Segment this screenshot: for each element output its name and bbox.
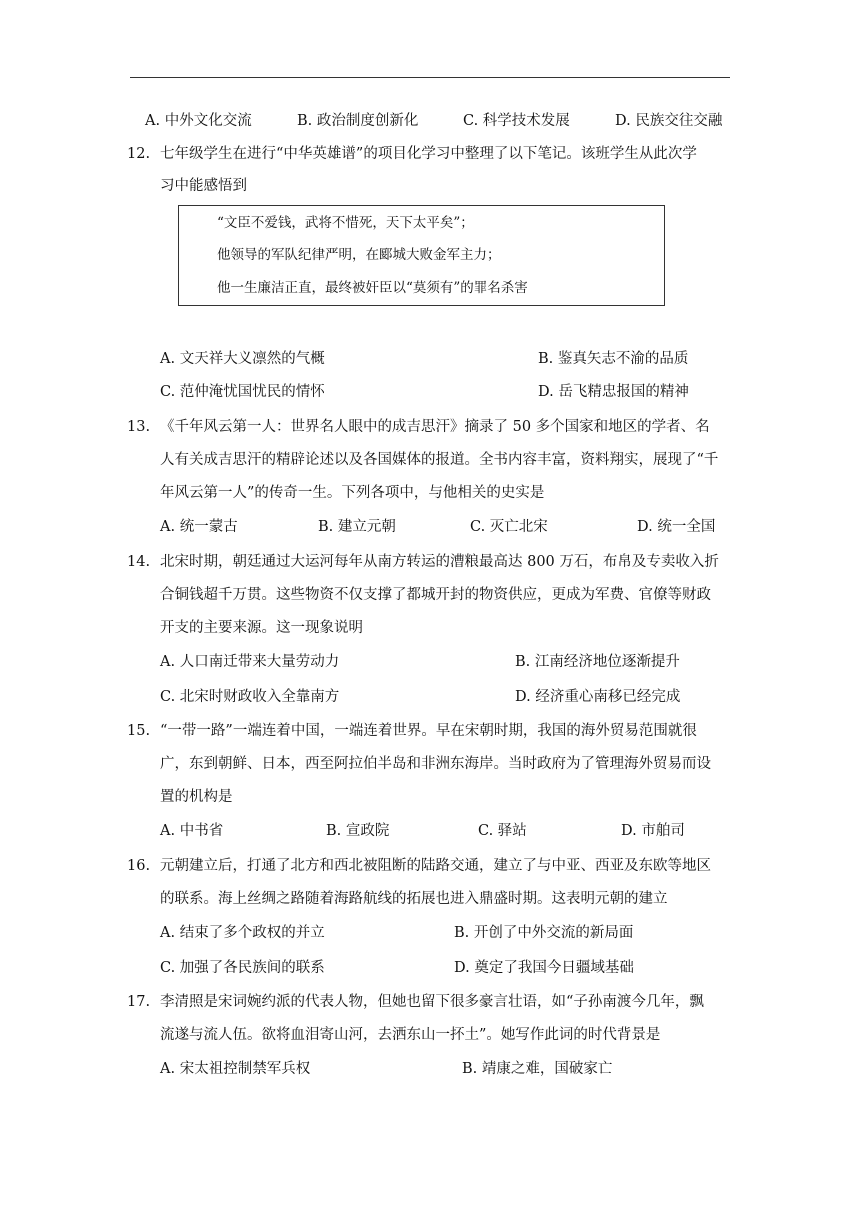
q14-option-c[interactable]: C. 北宋时财政收入全靠南方 [160,689,340,705]
q15-text-line: 置的机构是 [160,789,233,805]
q14-text-line: 北宋时期，朝廷通过大运河每年从南方转运的漕粮最高达 800 万石，布帛及专卖收入折 [160,554,719,570]
q13-text-line: 《千年风云第一人：世界名人眼中的成吉思汗》摘录了 50 多个国家和地区的学者、名 [160,419,710,435]
q15-option-c[interactable]: C. 驿站 [478,823,527,839]
q11-option-d[interactable]: D. 民族交往交融 [615,113,723,129]
q15-number: 15. [127,723,151,739]
q13-option-a[interactable]: A. 统一蒙古 [160,519,238,535]
q13-number: 13. [127,419,151,435]
q13-option-c[interactable]: C. 灭亡北宋 [470,519,548,535]
q13-text-line: 人有关成吉思汗的精辟论述以及各国媒体的报道。全书内容丰富，资料翔实，展现了“千 [160,452,719,468]
q16-option-d[interactable]: D. 奠定了我国今日疆域基础 [454,960,634,976]
q12-note-line: 他领导的军队纪律严明，在郾城大败金军主力； [217,247,501,263]
q15-option-b[interactable]: B. 宣政院 [326,823,390,839]
q16-number: 16. [127,858,151,874]
q14-option-a[interactable]: A. 人口南迁带来大量劳动力 [160,654,340,670]
q12-option-a[interactable]: A. 文天祥大义凛然的气概 [160,351,325,367]
q12-option-b[interactable]: B. 鉴真矢志不渝的品质 [538,351,689,367]
q12-notes-box [178,205,665,306]
q13-option-b[interactable]: B. 建立元朝 [318,519,396,535]
q13-option-d[interactable]: D. 统一全国 [637,519,716,535]
q15-option-d[interactable]: D. 市舶司 [621,823,685,839]
q14-options-row-1 [160,651,730,673]
q12-number: 12. [127,146,151,162]
header-rule [130,77,730,78]
q17-text-line: 流遂与流人伍。欲将血泪寄山河，去洒东山一抔土”。她写作此词的时代背景是 [160,1027,661,1043]
q15-text-line: “一带一路”一端连着中国，一端连着世界。早在宋朝时期，我国的海外贸易范围就很 [160,723,697,739]
q12-text-line: 七年级学生在进行“中华英雄谱”的项目化学习中整理了以下笔记。该班学生从此次学 [160,146,697,162]
q15-option-a[interactable]: A. 中书省 [160,823,224,839]
q12-text-line: 习中能感悟到 [160,178,247,194]
q16-option-b[interactable]: B. 开创了中外交流的新局面 [454,925,634,941]
q12-note-line: 他一生廉洁正直，最终被奸臣以“莫须有”的罪名杀害 [217,280,528,296]
q14-option-d[interactable]: D. 经济重心南移已经完成 [515,689,681,705]
q11-options [145,110,730,132]
q17-option-b[interactable]: B. 靖康之难，国破家亡 [462,1061,613,1077]
q15-options [160,820,730,842]
q14-text-line: 开支的主要来源。这一现象说明 [160,620,363,636]
q14-options-row-2 [160,686,730,708]
q13-text-line: 年风云第一人”的传奇一生。下列各项中，与他相关的史实是 [160,485,545,501]
q14-text-line: 合铜钱超千万贯。这些物资不仅支撑了都城开封的物资供应，更成为军费、官僚等财政 [160,587,711,603]
q13-options [160,516,730,538]
q12-option-c[interactable]: C. 范仲淹忧国忧民的情怀 [160,384,325,400]
q14-number: 14. [127,554,151,570]
q17-options [160,1058,730,1080]
q14-option-b[interactable]: B. 江南经济地位逐渐提升 [515,654,680,670]
q16-options-row-1 [160,922,730,944]
q12-options-row-2 [160,381,730,403]
q11-option-b[interactable]: B. 政治制度创新化 [297,113,419,129]
q11-option-c[interactable]: C. 科学技术发展 [463,113,570,129]
q16-option-a[interactable]: A. 结束了多个政权的并立 [160,925,325,941]
q16-option-c[interactable]: C. 加强了各民族间的联系 [160,960,325,976]
q12-option-d[interactable]: D. 岳飞精忠报国的精神 [538,384,689,400]
q16-text-line: 元朝建立后，打通了北方和西北被阻断的陆路交通，建立了与中亚、西亚及东欧等地区 [160,858,711,874]
q11-option-a[interactable]: A. 中外文化交流 [145,113,252,129]
q17-option-a[interactable]: A. 宋太祖控制禁军兵权 [160,1061,311,1077]
q15-text-line: 广，东到朝鲜、日本，西至阿拉伯半岛和非洲东海岸。当时政府为了管理海外贸易而设 [160,756,711,772]
q17-number: 17. [127,994,151,1010]
q16-options-row-2 [160,957,730,979]
q17-text-line: 李清照是宋词婉约派的代表人物，但她也留下很多豪言壮语，如“子孙南渡今几年，飘 [160,994,704,1010]
q16-text-line: 的联系。海上丝绸之路随着海路航线的拓展也进入鼎盛时期。这表明元朝的建立 [160,891,668,907]
q12-note-line: “文臣不爱钱，武将不惜死，天下太平矣”； [217,215,474,231]
q12-options-row-1 [160,348,730,370]
